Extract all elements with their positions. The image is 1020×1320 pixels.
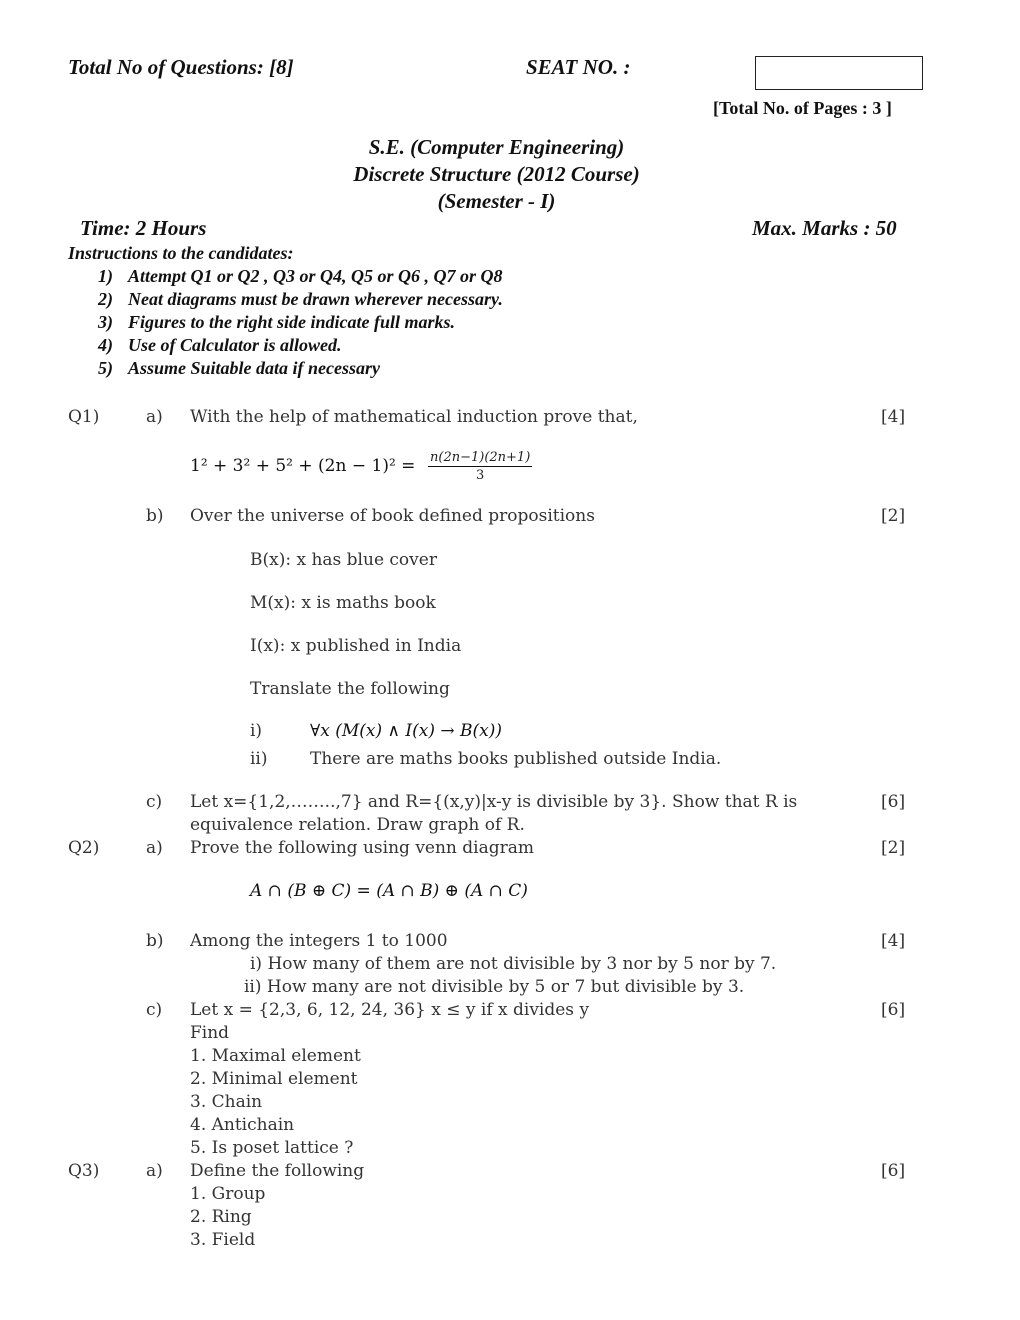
marks: [4] (881, 407, 906, 427)
part-label: b) (146, 506, 164, 526)
part-label: a) (146, 838, 163, 858)
q3a-item: 2. Ring (190, 1207, 252, 1227)
marks: [6] (881, 1161, 906, 1181)
marks: [6] (881, 1000, 906, 1020)
q2a-text: Prove the following using venn diagram (190, 838, 535, 858)
instruction-text: Assume Suitable data if necessary (128, 358, 381, 378)
seat-no-label: SEAT NO. : (526, 55, 631, 79)
q1a-text: With the help of mathematical induction prove that, (190, 407, 638, 427)
title-line3: (Semester - I) (437, 189, 556, 213)
q1b-i-formula: ∀x (M(x) ∧ I(x) → B(x)) (310, 721, 502, 741)
q1b-text: Over the universe of book defined propositions (190, 506, 595, 526)
q2c-item: 3. Chain (190, 1092, 263, 1112)
fraction-denominator: 3 (476, 468, 485, 483)
q2b-i: i) How many of them are not divisible by 3 nor by 5 nor by 7. (250, 954, 777, 974)
instruction-num: 1) (98, 266, 113, 286)
part-label: b) (146, 931, 164, 951)
title-line2: Discrete Structure (2012 Course) (353, 162, 640, 186)
fraction-numerator: n(2n−1)(2n+1) (430, 450, 531, 465)
instruction-num: 5) (98, 358, 113, 378)
proposition-i: I(x): x published in India (250, 636, 462, 656)
q1a-formula-lhs: 1² + 3² + 5² + (2n − 1)² = (190, 456, 416, 476)
max-marks: Max. Marks : 50 (752, 216, 897, 240)
instruction-num: 4) (98, 335, 113, 355)
instruction-text: Attempt Q1 or Q2 , Q3 or Q4, Q5 or Q6 , Q7 or Q8 (128, 266, 503, 286)
q1b-ii-text: There are maths books published outside India. (310, 749, 722, 769)
q2c-find: Find (190, 1023, 230, 1043)
q2b-text: Among the integers 1 to 1000 (190, 931, 448, 951)
q2c-item: 2. Minimal element (190, 1069, 358, 1089)
part-label: a) (146, 407, 163, 427)
question-label-q2: Q2) (68, 838, 100, 858)
q2c-item: 5. Is poset lattice ? (190, 1138, 354, 1158)
q1c-line2: equivalence relation. Draw graph of R. (190, 815, 525, 835)
time: Time: 2 Hours (80, 216, 207, 240)
marks: [4] (881, 931, 906, 951)
instruction-text: Figures to the right side indicate full marks. (128, 312, 456, 332)
part-label: c) (146, 1000, 163, 1020)
q2c-item: 1. Maximal element (190, 1046, 361, 1066)
q2a-formula: A ∩ (B ⊕ C) = (A ∩ B) ⊕ (A ∩ C) (250, 881, 528, 901)
seat-no-box[interactable] (755, 56, 923, 90)
q3a-item: 1. Group (190, 1184, 266, 1204)
q1a-formula-fraction (428, 450, 532, 483)
question-label-q3: Q3) (68, 1161, 100, 1181)
part-label: c) (146, 792, 163, 812)
q3a-text: Define the following (190, 1161, 365, 1181)
instruction-num: 3) (98, 312, 113, 332)
title-line1: S.E. (Computer Engineering) (368, 135, 625, 159)
q2c-item: 4. Antichain (190, 1115, 295, 1135)
instruction-text: Neat diagrams must be drawn wherever necessary. (128, 289, 503, 309)
instructions-heading: Instructions to the candidates: (68, 243, 294, 263)
marks: [2] (881, 506, 906, 526)
sub-part-label: i) (250, 721, 263, 741)
proposition-b: B(x): x has blue cover (250, 550, 437, 570)
q2b-ii: ii) How many are not divisible by 5 or 7 but divisible by 3. (244, 977, 745, 997)
total-questions: Total No of Questions: [8] (68, 55, 294, 79)
instruction-num: 2) (98, 289, 113, 309)
proposition-m: M(x): x is maths book (250, 593, 436, 613)
part-label: a) (146, 1161, 163, 1181)
instruction-text: Use of Calculator is allowed. (128, 335, 342, 355)
translate-instruction: Translate the following (250, 679, 450, 699)
sub-part-label: ii) (250, 749, 268, 769)
q2c-text: Let x = {2,3, 6, 12, 24, 36} x ≤ y if x divides y (190, 1000, 590, 1020)
q1c-line1: Let x={1,2,……..,7} and R={(x,y)|x-y is divisible by 3}. Show that R is (190, 792, 798, 812)
question-label-q1: Q1) (68, 407, 100, 427)
marks: [2] (881, 838, 906, 858)
q3a-item: 3. Field (190, 1230, 256, 1250)
total-pages: [Total No. of Pages : 3 ] (713, 98, 892, 118)
marks: [6] (881, 792, 906, 812)
